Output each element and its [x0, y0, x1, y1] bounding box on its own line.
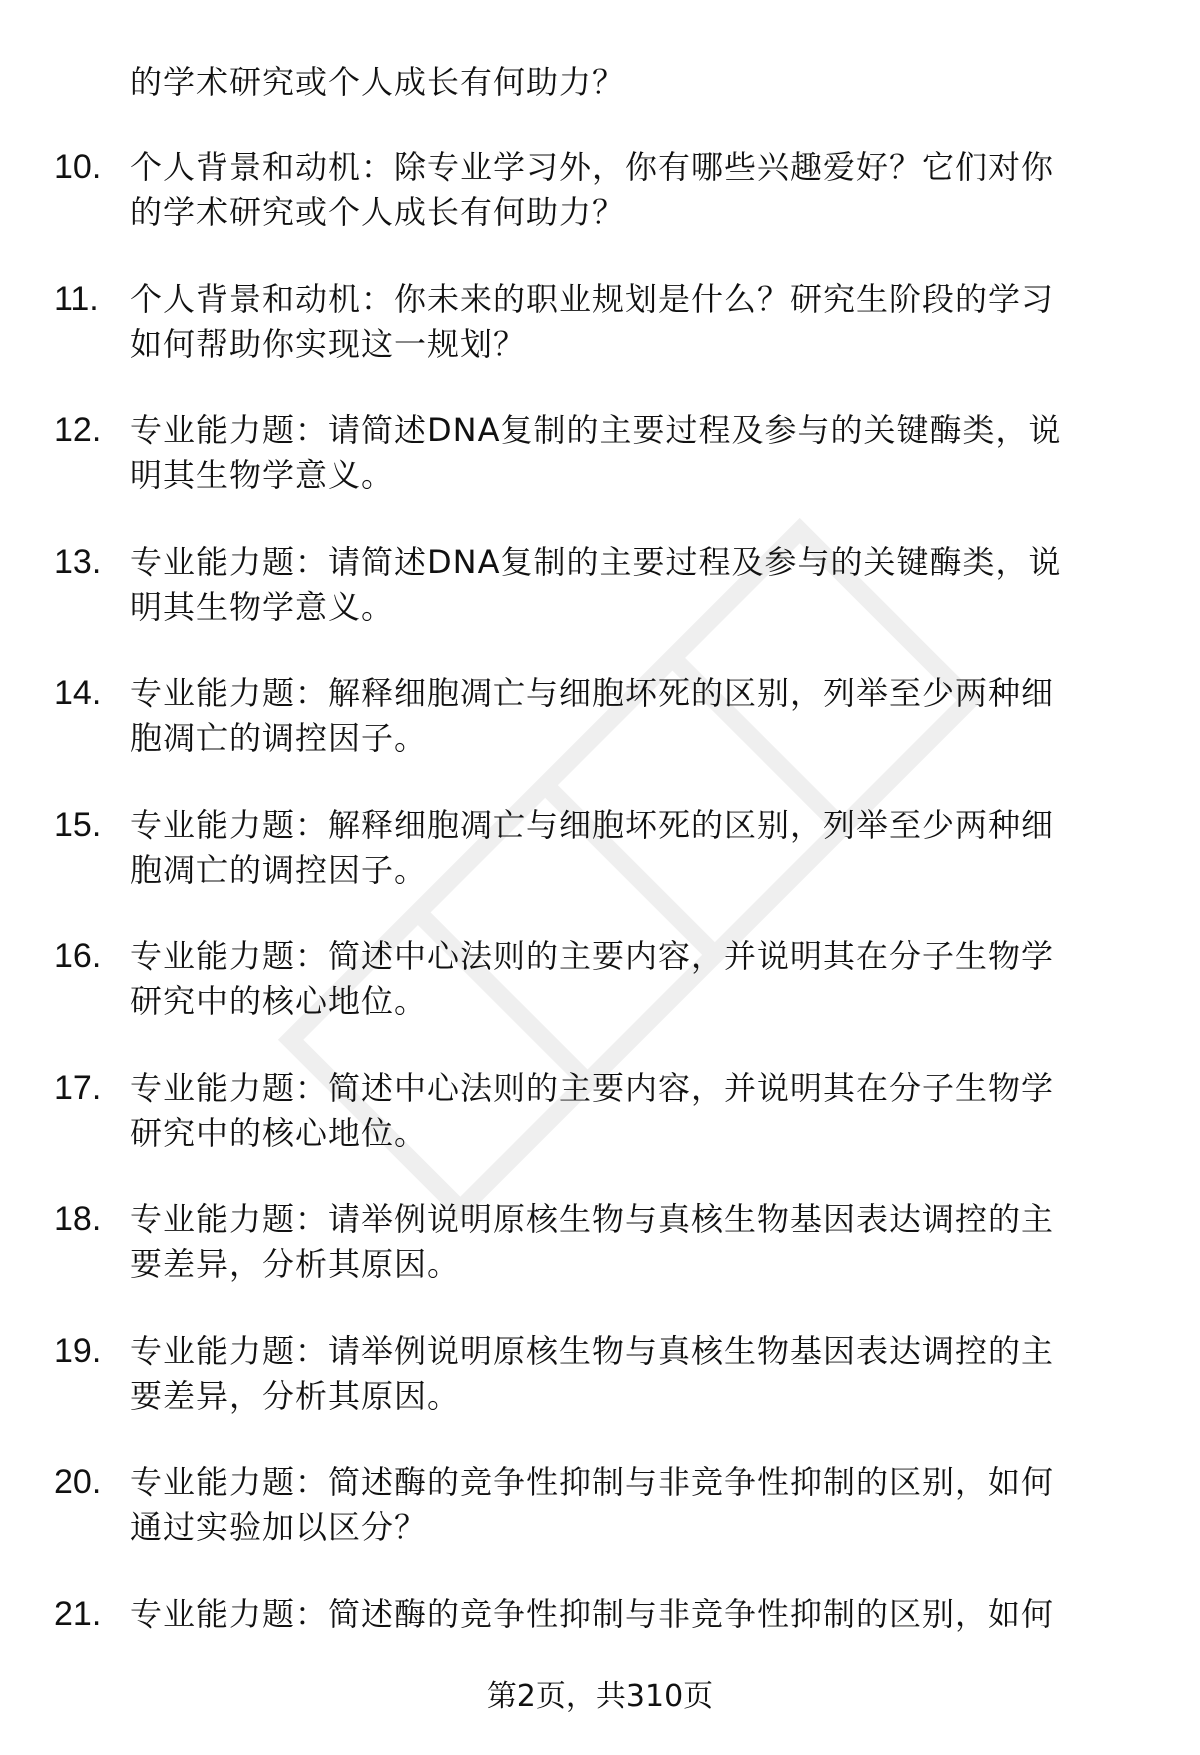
- question-item-10: [0, 145, 1200, 277]
- carry-over-line: 的学术研究或个人成长有何助力？: [130, 63, 626, 101]
- question-text: [130, 1329, 1150, 1419]
- question-line: 胞凋亡的调控因子。: [130, 850, 428, 889]
- question-line: 如何帮助你实现这一规划？: [130, 324, 527, 363]
- question-number: 12.: [54, 411, 102, 449]
- question-line: 的学术研究或个人成长有何助力？: [130, 193, 626, 231]
- question-number: 19.: [54, 1331, 102, 1370]
- question-list: [0, 145, 1200, 1723]
- question-text: [130, 1460, 1150, 1550]
- question-line: 专业能力题：简述酶的竞争性抑制与非竞争性抑制的区别，如何: [130, 1594, 1055, 1633]
- question-line: 专业能力题：简述中心法则的主要内容，并说明其在分子生物学: [130, 1068, 1055, 1107]
- question-item-16: [0, 934, 1200, 1066]
- question-line: 要差异，分析其原因。: [130, 1245, 461, 1283]
- question-line: 专业能力题：简述中心法则的主要内容，并说明其在分子生物学: [130, 937, 1055, 975]
- question-number: 21.: [54, 1594, 102, 1633]
- question-item-17: [0, 1066, 1200, 1198]
- question-item-11: [0, 277, 1200, 409]
- question-text: [130, 540, 1150, 630]
- question-number: 17.: [54, 1068, 102, 1107]
- question-line: 个人背景和动机：除专业学习外，你有哪些兴趣爱好？它们对你: [130, 148, 1055, 186]
- question-text: [130, 671, 1150, 761]
- question-line: 通过实验加以区分？: [130, 1508, 428, 1546]
- question-line: 明其生物学意义。: [130, 587, 395, 626]
- question-item-12: [0, 408, 1200, 540]
- question-line: 专业能力题：请简述DNA复制的主要过程及参与的关键酶类，说: [130, 542, 1062, 581]
- question-line: 研究中的核心地位。: [130, 1113, 428, 1152]
- page-footer: 第2页，共310页: [486, 1679, 714, 1714]
- question-text: [130, 1197, 1150, 1287]
- question-item-13: [0, 540, 1200, 672]
- question-line: 明其生物学意义。: [130, 456, 395, 494]
- question-item-20: [0, 1460, 1200, 1592]
- question-line: 要差异，分析其原因。: [130, 1376, 461, 1415]
- question-text: [130, 408, 1150, 498]
- question-number: 20.: [54, 1463, 102, 1501]
- question-item-18: [0, 1197, 1200, 1329]
- question-item-15: [0, 803, 1200, 935]
- question-text: [130, 277, 1150, 367]
- question-line: 胞凋亡的调控因子。: [130, 719, 428, 757]
- question-number: 14.: [54, 674, 102, 712]
- question-line: 专业能力题：请举例说明原核生物与真核生物基因表达调控的主: [130, 1331, 1055, 1370]
- question-number: 10.: [54, 148, 102, 186]
- question-line: 研究中的核心地位。: [130, 982, 428, 1020]
- question-line: 个人背景和动机：你未来的职业规划是什么？研究生阶段的学习: [130, 279, 1055, 318]
- question-line: 专业能力题：请举例说明原核生物与真核生物基因表达调控的主: [130, 1200, 1055, 1238]
- question-line: 专业能力题：简述酶的竞争性抑制与非竞争性抑制的区别，如何: [130, 1463, 1055, 1501]
- question-item-14: [0, 671, 1200, 803]
- question-text: [130, 145, 1150, 235]
- question-line: 专业能力题：请简述DNA复制的主要过程及参与的关键酶类，说: [130, 411, 1062, 449]
- question-text: [130, 1066, 1150, 1156]
- question-number: 13.: [54, 542, 102, 581]
- question-number: 11.: [54, 279, 99, 318]
- question-item-19: [0, 1329, 1200, 1461]
- question-text: [130, 803, 1150, 893]
- question-line: 专业能力题：解释细胞凋亡与细胞坏死的区别，列举至少两种细: [130, 674, 1055, 712]
- question-text: [130, 1592, 1150, 1637]
- question-line: 专业能力题：解释细胞凋亡与细胞坏死的区别，列举至少两种细: [130, 805, 1055, 844]
- question-number: 15.: [54, 805, 102, 844]
- question-number: 16.: [54, 937, 102, 975]
- question-number: 18.: [54, 1200, 102, 1238]
- question-text: [130, 934, 1150, 1024]
